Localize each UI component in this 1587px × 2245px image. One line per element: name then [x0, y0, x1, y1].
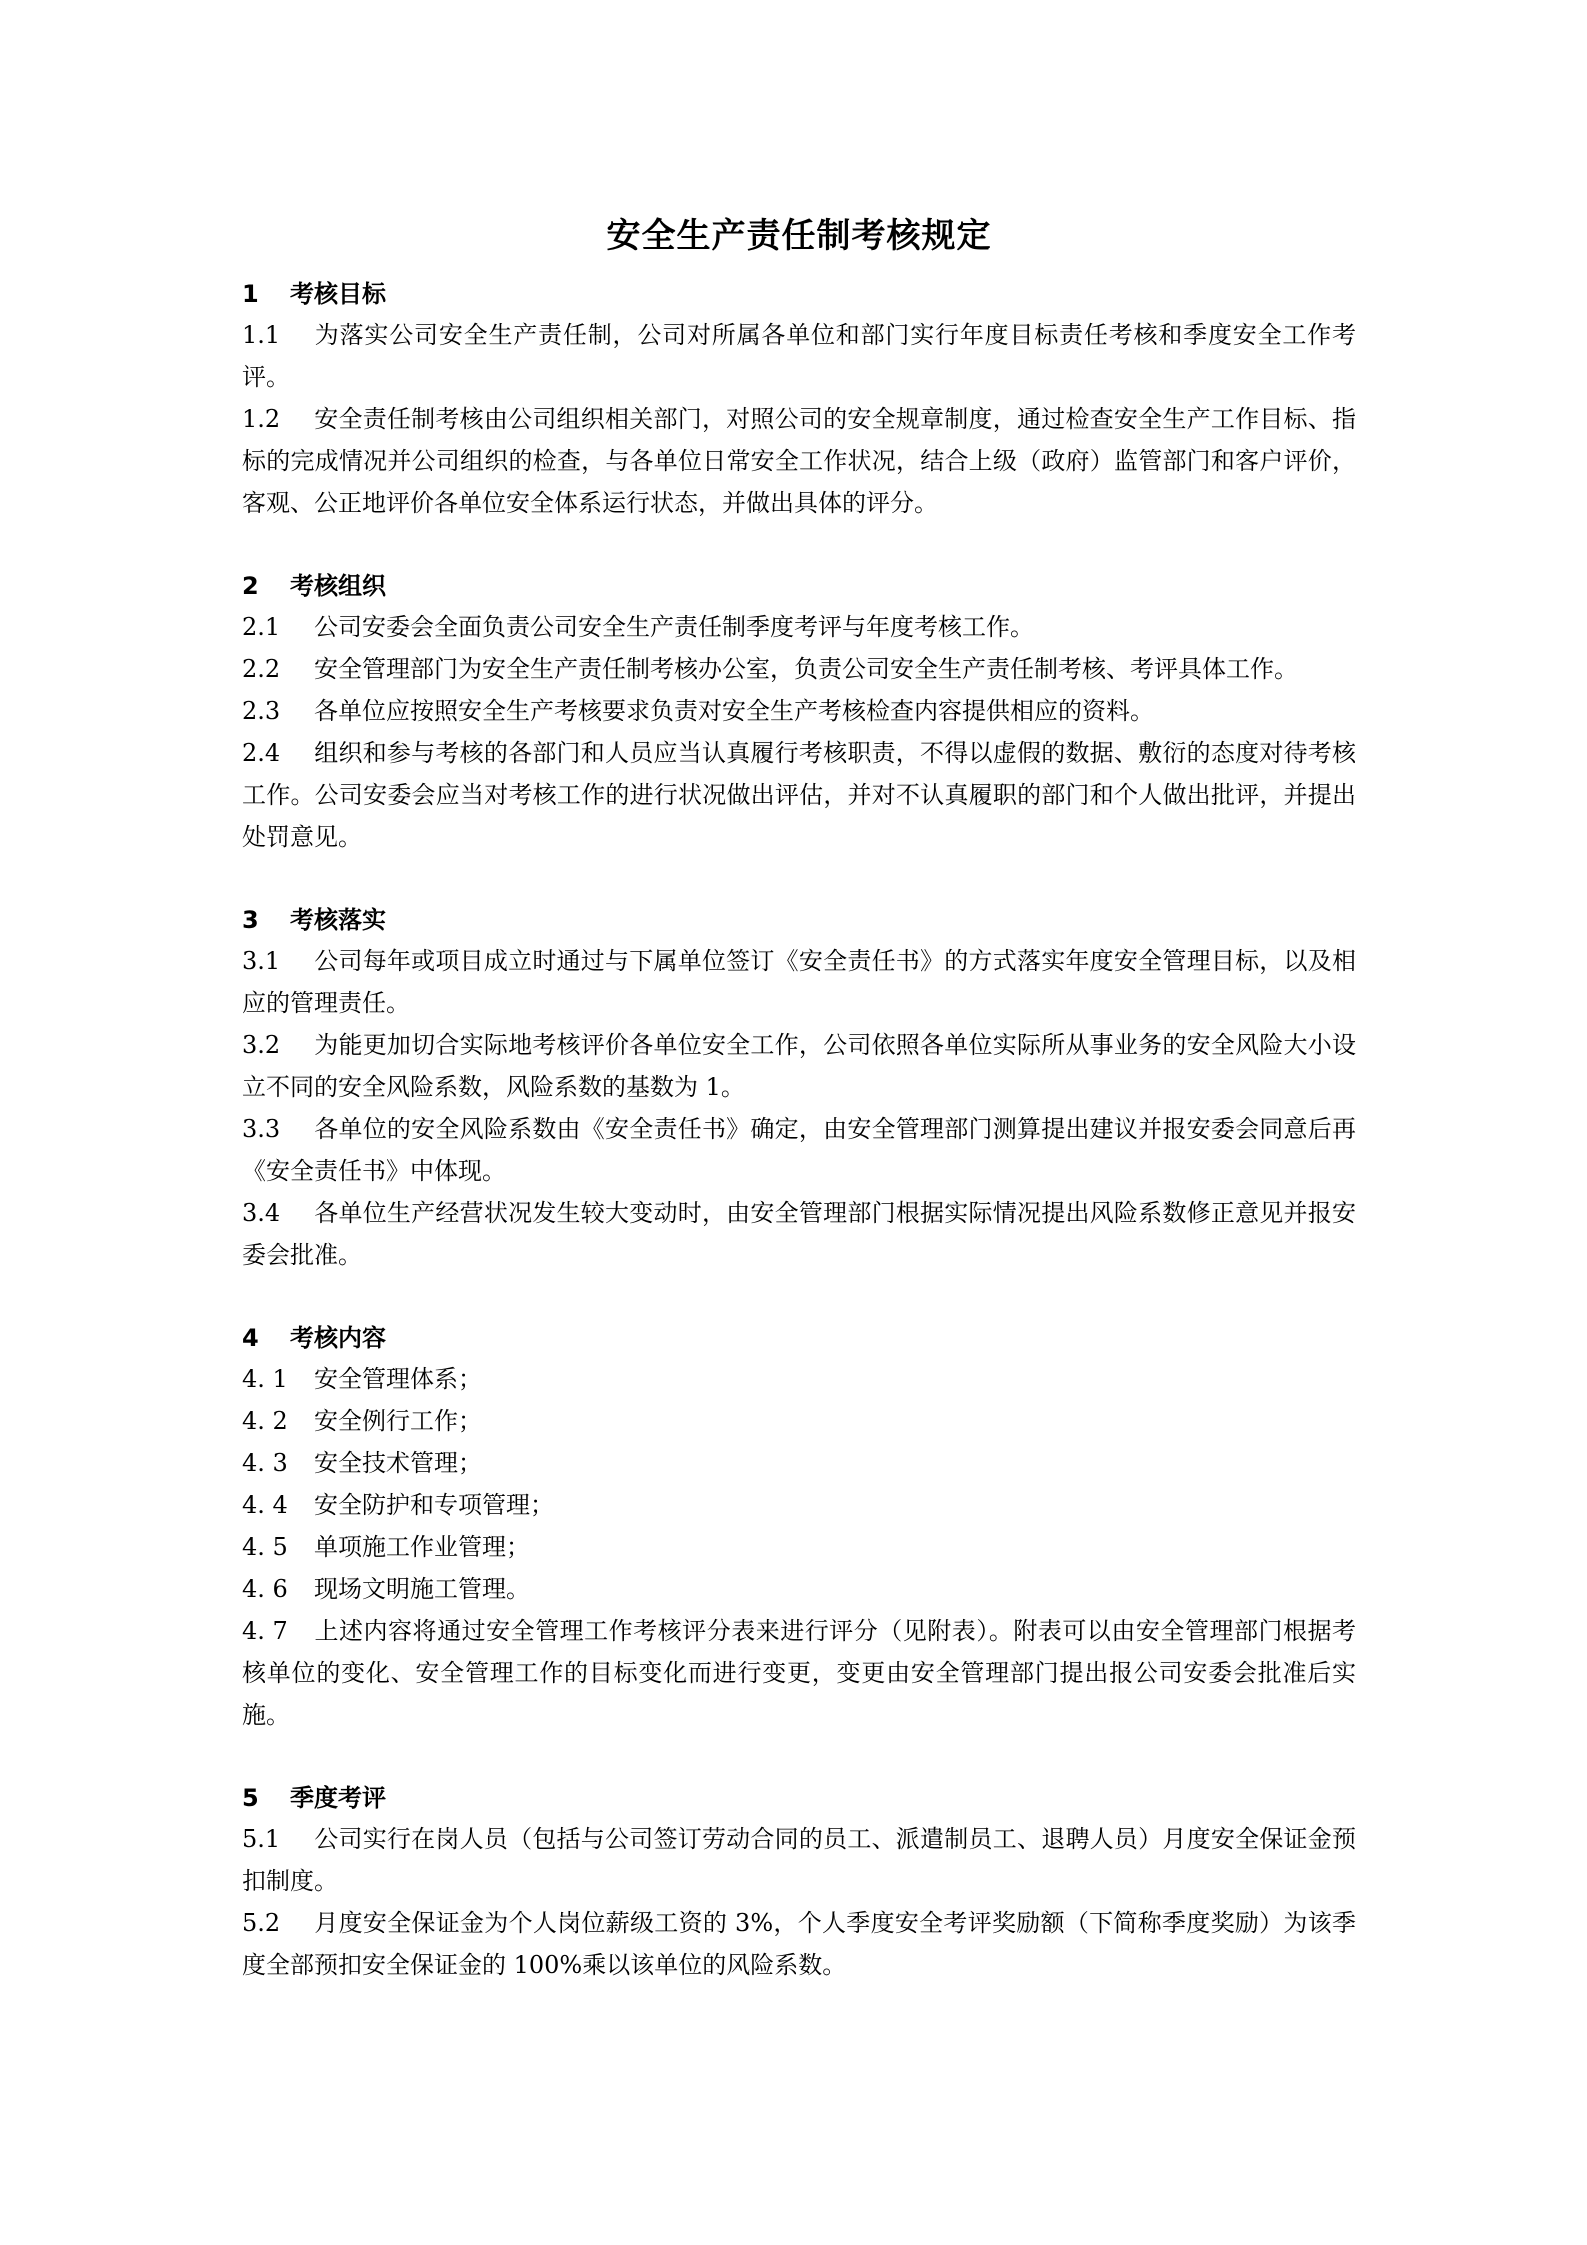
clause-text: 安全防护和专项管理； — [314, 1491, 554, 1519]
section-number: 5 — [242, 1784, 259, 1812]
clause-text: 为能更加切合实际地考核评价各单位安全工作，公司依照各单位实际所从事业务的安全风险大小设立不同的安全风险系数，风险系数的基数为 1。 — [242, 1031, 1356, 1101]
section-title: 考核落实 — [290, 906, 386, 934]
section-1 — [242, 274, 1356, 524]
clause-text: 单项施工作业管理； — [314, 1533, 530, 1561]
clause-text: 月度安全保证金为个人岗位薪级工资的 3%，个人季度安全考评奖励额（下简称季度奖励）为该季度全部预扣安全保证金的 100%乘以该单位的风险系数。 — [242, 1909, 1356, 1979]
section-heading — [242, 1778, 1356, 1818]
clause-number: 4. 5 — [242, 1533, 288, 1561]
clause-4-4 — [242, 1484, 1356, 1526]
clause-4-3 — [242, 1442, 1356, 1484]
clause-number: 2.1 — [242, 613, 281, 641]
clause-1-2 — [242, 398, 1356, 524]
clause-text: 安全管理体系； — [314, 1365, 482, 1393]
clause-text: 各单位生产经营状况发生较大变动时，由安全管理部门根据实际情况提出风险系数修正意见并报安委会批准。 — [242, 1199, 1356, 1269]
clause-text: 安全责任制考核由公司组织相关部门，对照公司的安全规章制度，通过检查安全生产工作目标、指标的完成情况并公司组织的检查，与各单位日常安全工作状况，结合上级（政府）监管部门和客户评价，客观、公正地评价各单位安全体系运行状态，并做出具体的评分。 — [242, 405, 1356, 517]
clause-2-3 — [242, 690, 1356, 732]
clause-text: 现场文明施工管理。 — [314, 1575, 530, 1603]
clause-number: 4. 7 — [242, 1617, 288, 1645]
clause-1-1 — [242, 314, 1356, 398]
section-title: 考核组织 — [290, 572, 386, 600]
clause-3-3 — [242, 1108, 1356, 1192]
section-heading — [242, 900, 1356, 940]
clause-number: 4. 6 — [242, 1575, 288, 1603]
clause-3-2 — [242, 1024, 1356, 1108]
clause-5-1 — [242, 1818, 1356, 1902]
clause-text: 公司实行在岗人员（包括与公司签订劳动合同的员工、派遣制员工、退聘人员）月度安全保证金预扣制度。 — [242, 1825, 1356, 1895]
section-2 — [242, 566, 1356, 858]
clause-2-4 — [242, 732, 1356, 858]
clause-4-7 — [242, 1610, 1356, 1736]
section-number: 1 — [242, 280, 259, 308]
clause-number: 4. 3 — [242, 1449, 288, 1477]
section-title: 考核目标 — [290, 280, 386, 308]
section-heading — [242, 274, 1356, 314]
clause-number: 1.1 — [242, 321, 281, 349]
clause-text: 安全管理部门为安全生产责任制考核办公室，负责公司安全生产责任制考核、考评具体工作。 — [314, 655, 1298, 683]
section-heading — [242, 566, 1356, 606]
clause-text: 上述内容将通过安全管理工作考核评分表来进行评分（见附表）。附表可以由安全管理部门根据考核单位的变化、安全管理工作的目标变化而进行变更，变更由安全管理部门提出报公司安委会批准后实施。 — [242, 1617, 1356, 1729]
document-page — [242, 206, 1356, 2028]
section-heading — [242, 1318, 1356, 1358]
clause-5-2 — [242, 1902, 1356, 1986]
clause-number: 3.2 — [242, 1031, 281, 1059]
clause-2-2 — [242, 648, 1356, 690]
clause-text: 组织和参与考核的各部门和人员应当认真履行考核职责，不得以虚假的数据、敷衍的态度对待考核工作。公司安委会应当对考核工作的进行状况做出评估，并对不认真履职的部门和个人做出批评，并提出处罚意见。 — [242, 739, 1356, 851]
clause-number: 4. 2 — [242, 1407, 288, 1435]
section-5 — [242, 1778, 1356, 1986]
clause-text: 公司安委会全面负责公司安全生产责任制季度考评与年度考核工作。 — [314, 613, 1034, 641]
clause-3-4 — [242, 1192, 1356, 1276]
section-title: 季度考评 — [290, 1784, 386, 1812]
clause-number: 2.2 — [242, 655, 281, 683]
clause-number: 4. 1 — [242, 1365, 288, 1393]
document-title: 安全生产责任制考核规定 — [606, 216, 992, 256]
clause-3-1 — [242, 940, 1356, 1024]
clause-number: 3.3 — [242, 1115, 281, 1143]
clause-number: 5.2 — [242, 1909, 281, 1937]
clause-2-1 — [242, 606, 1356, 648]
clause-text: 安全例行工作； — [314, 1407, 482, 1435]
clause-number: 4. 4 — [242, 1491, 288, 1519]
clause-number: 2.3 — [242, 697, 281, 725]
section-number: 2 — [242, 572, 259, 600]
clause-number: 3.1 — [242, 947, 281, 975]
clause-text: 安全技术管理； — [314, 1449, 482, 1477]
clause-text: 各单位的安全风险系数由《安全责任书》确定，由安全管理部门测算提出建议并报安委会同意后再《安全责任书》中体现。 — [242, 1115, 1356, 1185]
section-3 — [242, 900, 1356, 1276]
clause-number: 5.1 — [242, 1825, 281, 1853]
clause-text: 为落实公司安全生产责任制，公司对所属各单位和部门实行年度目标责任考核和季度安全工作考评。 — [242, 321, 1356, 391]
clause-number: 3.4 — [242, 1199, 281, 1227]
clause-text: 公司每年或项目成立时通过与下属单位签订《安全责任书》的方式落实年度安全管理目标，以及相应的管理责任。 — [242, 947, 1356, 1017]
clause-4-6 — [242, 1568, 1356, 1610]
clause-number: 1.2 — [242, 405, 281, 433]
section-number: 4 — [242, 1324, 259, 1352]
clause-4-1 — [242, 1358, 1356, 1400]
clause-4-2 — [242, 1400, 1356, 1442]
clause-text: 各单位应按照安全生产考核要求负责对安全生产考核检查内容提供相应的资料。 — [314, 697, 1154, 725]
clause-number: 2.4 — [242, 739, 281, 767]
section-title: 考核内容 — [290, 1324, 386, 1352]
section-number: 3 — [242, 906, 259, 934]
section-4 — [242, 1318, 1356, 1736]
clause-4-5 — [242, 1526, 1356, 1568]
